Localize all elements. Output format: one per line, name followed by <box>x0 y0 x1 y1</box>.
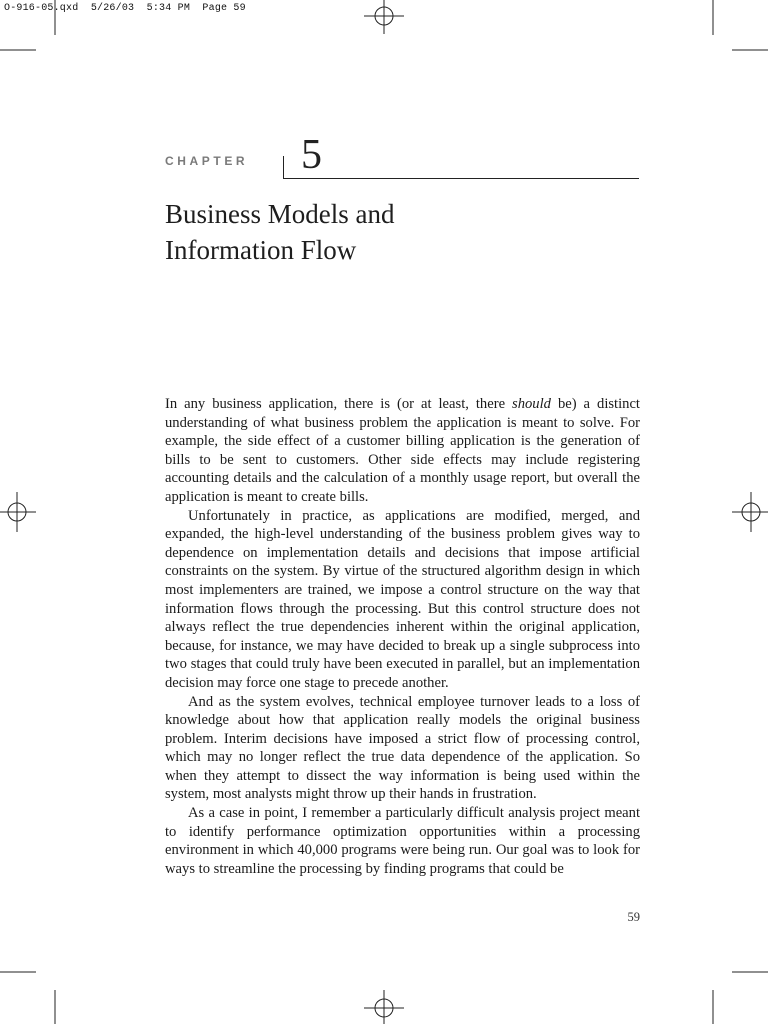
chapter-rule <box>283 178 639 179</box>
registration-mark-top <box>364 0 404 34</box>
paragraph-1-text-a: In any business application, there is (or at least, there <box>165 396 513 412</box>
chapter-number: 5 <box>301 132 322 178</box>
chapter-label: CHAPTER <box>165 154 249 168</box>
chapter-title <box>165 196 645 268</box>
registration-mark-bottom <box>364 990 404 1024</box>
paragraph-4: As a case in point, I remember a particularly difficult analysis project meant to identify performance optimization opportunities within a processing environment in which 40,000 programs were being run. Our goal was to look for ways to streamline the processing by finding programs that could be <box>165 805 640 877</box>
registration-mark-right <box>732 492 768 532</box>
paragraph-2: Unfortunately in practice, as applications are modified, merged, and expanded, the high-level understanding of the business problem gives way to dependence on implementation details and decisions that impose artificial constraints on the system. By virtue of the structured algorithm design in which most implementers are trained, we impose a control structure on the way that information flows through the processing. But this control structure does not always reflect the true dependencies inherent within the original application, because, for instance, we may have decided to break up a single subprocess into two stages that could truly have been executed in parallel, but an implementation decision may force one stage to precede another. <box>165 507 640 691</box>
paragraph-3: And as the system evolves, technical employee turnover leads to a loss of knowledge about how that application really models the original business problem. Interim decisions have imposed a strict flow of processing control, which may no longer reflect the true data dependence of the application. So when they attempt to dissect the way information is being used within the system, most analysts might throw up their hands in frustration. <box>165 693 640 803</box>
print-slug: O-916-05.qxd 5/26/03 5:34 PM Page 59 <box>4 3 246 14</box>
body-text <box>165 395 640 878</box>
chapter-title-line-2: Information Flow <box>165 235 357 265</box>
paragraph-1 <box>165 395 640 507</box>
chapter-divider <box>283 156 284 178</box>
paragraph-1-emphasis: should <box>512 396 551 412</box>
page-number: 59 <box>627 910 640 924</box>
chapter-title-line-1: Business Models and <box>165 199 395 229</box>
chapter-heading <box>165 132 639 180</box>
paragraph-1-text-b: be) a distinct understanding of what business problem the application is meant to solve. For example, the side effect of a customer billing application is the generation of bills to be sent to customers. Other side effects may include registering accounting details and the calculation of a monthly usage report, but overall the application is meant to create bills. <box>165 396 640 505</box>
registration-mark-left <box>0 492 36 532</box>
